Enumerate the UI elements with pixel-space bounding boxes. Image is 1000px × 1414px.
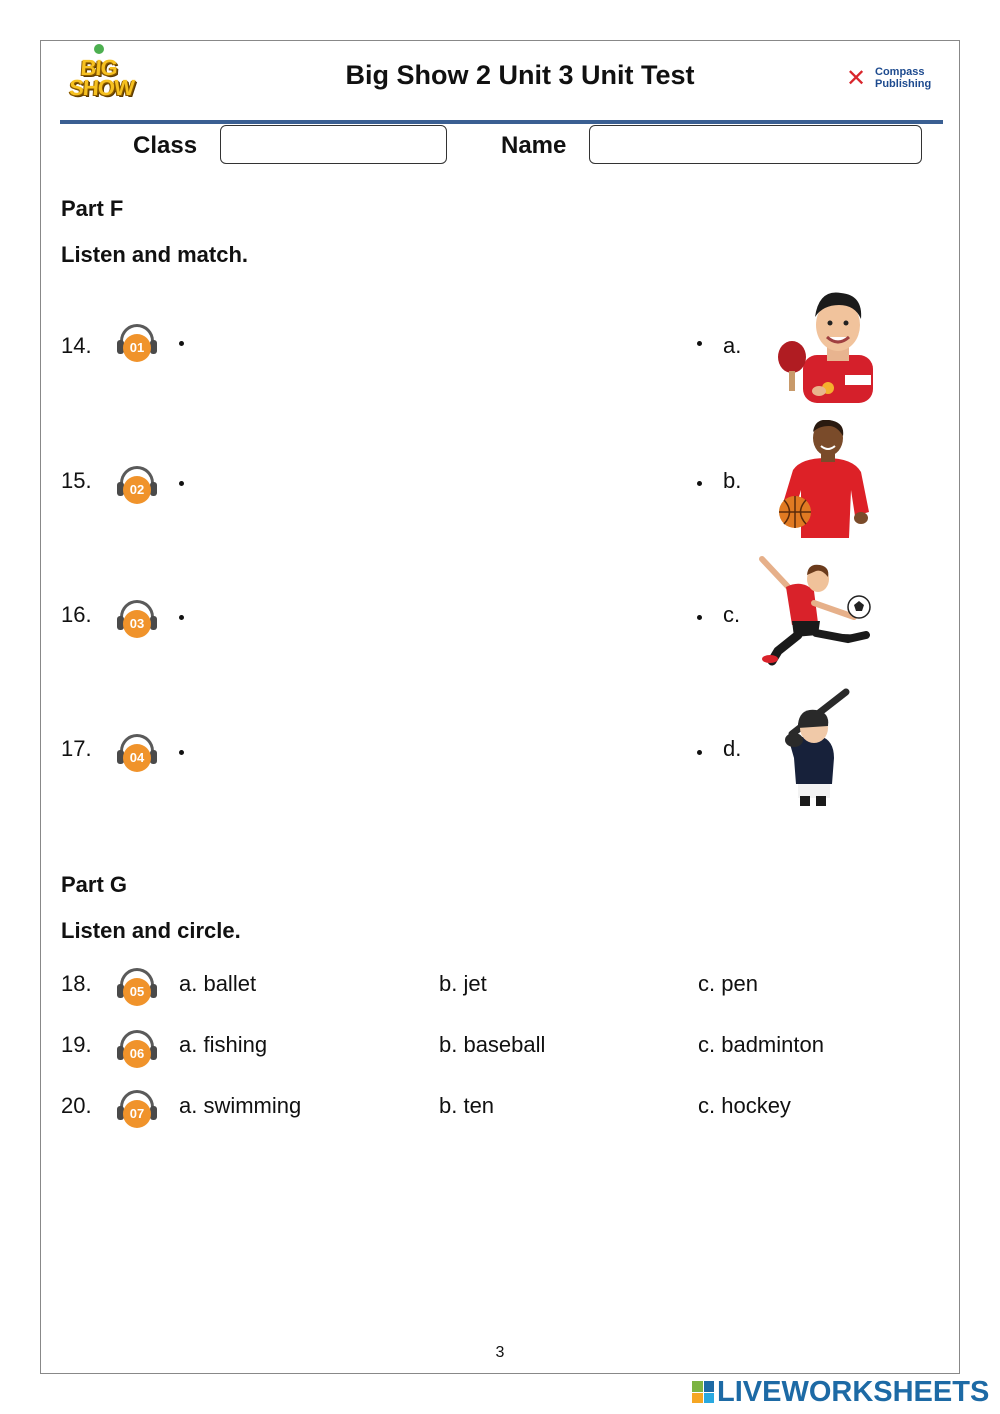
part-f-instruction: Listen and match. [61, 242, 249, 267]
name-label: Name [501, 132, 567, 159]
class-input[interactable] [220, 125, 447, 164]
match-dot-right[interactable] [697, 481, 702, 486]
headphones-icon: 05 [123, 978, 151, 1006]
audio-track-button[interactable] [117, 600, 157, 638]
headphones-icon: 03 [123, 610, 151, 638]
match-dot-left[interactable] [179, 750, 184, 755]
question-number: 14. [61, 333, 92, 358]
audio-track-button[interactable] [117, 968, 157, 1006]
option-c[interactable]: c. hockey [698, 1093, 791, 1118]
logo-star-icon [94, 44, 104, 54]
boy-basketball-image [771, 420, 876, 538]
part-f-heading: Part F [61, 196, 124, 221]
answer-letter: b. [723, 468, 742, 493]
answer-letter: d. [723, 736, 742, 761]
part-g-instruction: Listen and circle. [61, 918, 241, 943]
page-number: 3 [495, 1344, 505, 1361]
audio-track-button[interactable] [117, 734, 157, 772]
audio-track-button[interactable] [117, 324, 157, 362]
option-a[interactable]: a. fishing [179, 1032, 268, 1057]
class-label: Class [133, 132, 198, 159]
question-number: 19. [61, 1032, 92, 1057]
headphones-icon: 04 [123, 744, 151, 772]
compass-star-icon: ✕ [846, 64, 867, 92]
option-c[interactable]: c. pen [698, 971, 758, 996]
answer-letter: a. [723, 333, 742, 358]
question-number: 16. [61, 602, 92, 627]
match-dot-right[interactable] [697, 750, 702, 755]
publisher-line2: Publishing [875, 78, 932, 90]
audio-track-button[interactable] [117, 1090, 157, 1128]
match-dot-left[interactable] [179, 481, 184, 486]
question-number: 17. [61, 736, 92, 761]
part-g-heading: Part G [61, 872, 128, 897]
option-a[interactable]: a. ballet [179, 971, 257, 996]
big-show-logo: BIG SHOW [70, 44, 126, 108]
header-rule [60, 120, 943, 124]
boy-soccer-kick-image [758, 553, 878, 668]
headphones-icon: 02 [123, 476, 151, 504]
headphones-icon: 06 [123, 1040, 151, 1068]
match-dot-left[interactable] [179, 341, 184, 346]
question-number: 20. [61, 1093, 92, 1118]
question-number: 18. [61, 971, 92, 996]
liveworksheets-grid-icon [692, 1381, 714, 1403]
match-dot-right[interactable] [697, 615, 702, 620]
answer-letter: c. [723, 602, 741, 627]
compass-publishing-logo [846, 64, 936, 92]
match-dot-left[interactable] [179, 615, 184, 620]
headphones-icon: 07 [123, 1100, 151, 1128]
boy-table-tennis-image [775, 285, 890, 403]
option-b[interactable]: b. ten [439, 1093, 495, 1118]
question-number: 15. [61, 468, 92, 493]
option-a[interactable]: a. swimming [179, 1093, 302, 1118]
option-b[interactable]: b. baseball [439, 1032, 546, 1057]
page-title: Big Show 2 Unit 3 Unit Test [345, 60, 695, 90]
liveworksheets-wordmark: LIVEWORKSHEETS [717, 1376, 990, 1408]
option-b[interactable]: b. jet [439, 971, 487, 996]
audio-track-button[interactable] [117, 1030, 157, 1068]
audio-track-button[interactable] [117, 466, 157, 504]
match-dot-right[interactable] [697, 341, 702, 346]
name-input[interactable] [589, 125, 922, 164]
headphones-icon: 01 [123, 334, 151, 362]
liveworksheets-logo [692, 1376, 989, 1408]
boy-baseball-bat-image [770, 688, 852, 806]
option-c[interactable]: c. badminton [698, 1032, 824, 1057]
publisher-line1: Compass [875, 66, 925, 78]
